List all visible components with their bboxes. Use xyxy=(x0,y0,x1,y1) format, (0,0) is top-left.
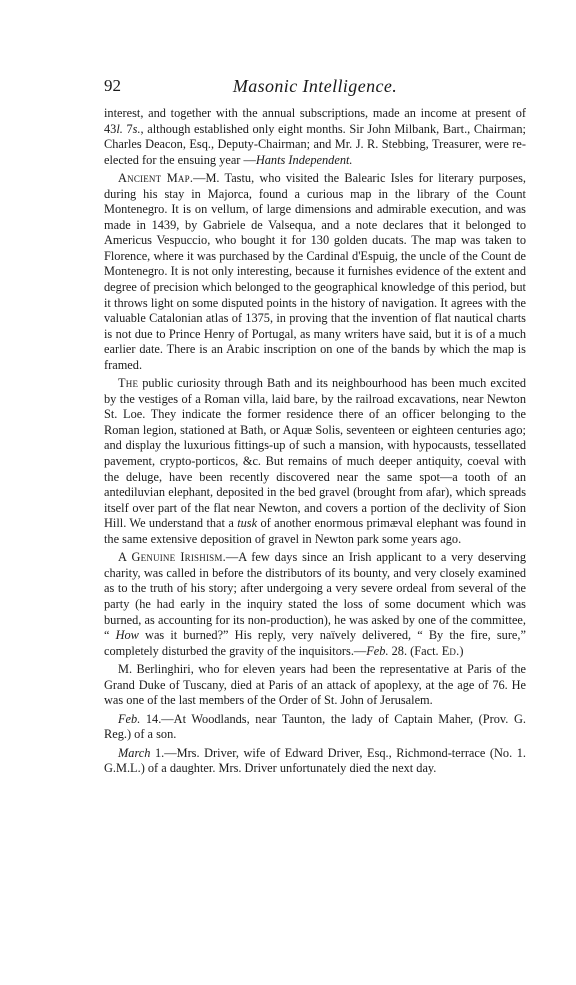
page-header xyxy=(104,76,526,98)
paragraph-birth-notice: Feb. 14.—At Woodlands, near Taunton, the lady of Captain Maher, (Prov. G. Reg.) of a son. xyxy=(104,711,526,742)
paragraph-ancient-map: Ancient Map.—M. Tastu, who visited the Balearic Isles for literary purposes, during his stay in Majorca, found a curious map in the library of the Count Montenegro. It is on vellum, of large dimensions and admirable execution, and was made in 1439, by Gabriele de Valsequa, and a note declares that it belonged to Americus Vespuccio, who bought it for 130 golden ducats. The map was taken to Florence, where it was purchased by the Cardinal d'Espuig, the uncle of the Count de Montenegro. It is not only interesting, because it furnishes evidence of the extent and degree of precision which belonged to the geographical knowledge of this period, but it throws light on some disputed points in the history of navigation. It agrees with the valuable Catalonian atlas of 1375, in proving that the invention of flat nautical charts is not due to Prince Henry of Portugal, as many writers have said, but it is of a much earlier date. There is an Arabic inscription on one of the bands by which the map is framed. xyxy=(104,171,526,372)
date-label: March xyxy=(118,745,151,760)
page-number: 92 xyxy=(104,76,121,95)
body-text xyxy=(104,106,526,780)
paragraph-birth-death-notice: March 1.—Mrs. Driver, wife of Edward Driver, Esq., Richmond-terrace (No. 1. G.M.L.) of a daughter. Mrs. Driver unfortunately died the next day. xyxy=(104,745,526,776)
paragraph-heading: The xyxy=(118,376,139,391)
paragraph-roman-villa: The public curiosity through Bath and its neighbourhood has been much excited by the vestiges of a Roman villa, laid bare, by the railroad excavations, near Newton St. Loe. They indicate the former residence there of an officer belonging to the Roman legion, stationed at Bath, or Aquæ Solis, seventeen or eighteen centuries ago; and display the luxurious fittings-up of such a mansion, with hypocausts, tessellated pavement, crypto-porticos, &c. But remains of much deeper antiquity, coeval with the deluge, have been recently discovered near the same spot—a tooth of an antediluvian elephant, deposited in the bed gravel (brought from afar), which spreads itself over part of the flat near Newton, and covers a portion of the declivity of Sion Hill. We understand that a tusk of another enormous primæval elephant was found in the same extensive deposition of gravel in Newton park some years ago. xyxy=(104,376,526,546)
paragraph-heading: Ancient Map. xyxy=(118,171,194,186)
running-title: Masonic Intelligence. xyxy=(232,76,398,96)
paragraph-subscriptions: interest, and together with the annual subscriptions, made an income at present of 43l. 7s., although established only eight months. Sir John Milbank, Bart., Chairman; Charles Deacon, Esq., Deputy-Chairman; and Mr. J. R. Stebbing, Treasurer, were re-elected for the ensuing year —Hants Independent. xyxy=(104,106,526,167)
paragraph-heading: A Genuine Irishism. xyxy=(118,550,226,565)
paragraph-berlinghiri: M. Berlinghiri, who for eleven years had been the representative at Paris of the Grand Duke of Tuscany, died at Paris of an attack of apoplexy, at the age of 76. He was one of the last members of the Order of St. John of Jerusalem. xyxy=(104,662,526,708)
date-label: Feb. xyxy=(118,711,141,726)
paragraph-irishism: A Genuine Irishism.—A few days since an Irish applicant to a very deserving charity, was called in before the distributors of its bounty, and very closely examined as to the truth of his story; after undergoing a very severe ordeal from several of the party (he had early in the inquiry stated the loss of some document which was burned, as accounting for its non-production), he was asked by one of the committee, “ How was it burned?” His reply, very naïvely delivered, “ By the fire, sure,” completely disturbed the gravity of the inquisitors.—Feb. 28. (Fact. Ed.) xyxy=(104,550,526,658)
source-citation: Hants Independent. xyxy=(255,152,353,167)
